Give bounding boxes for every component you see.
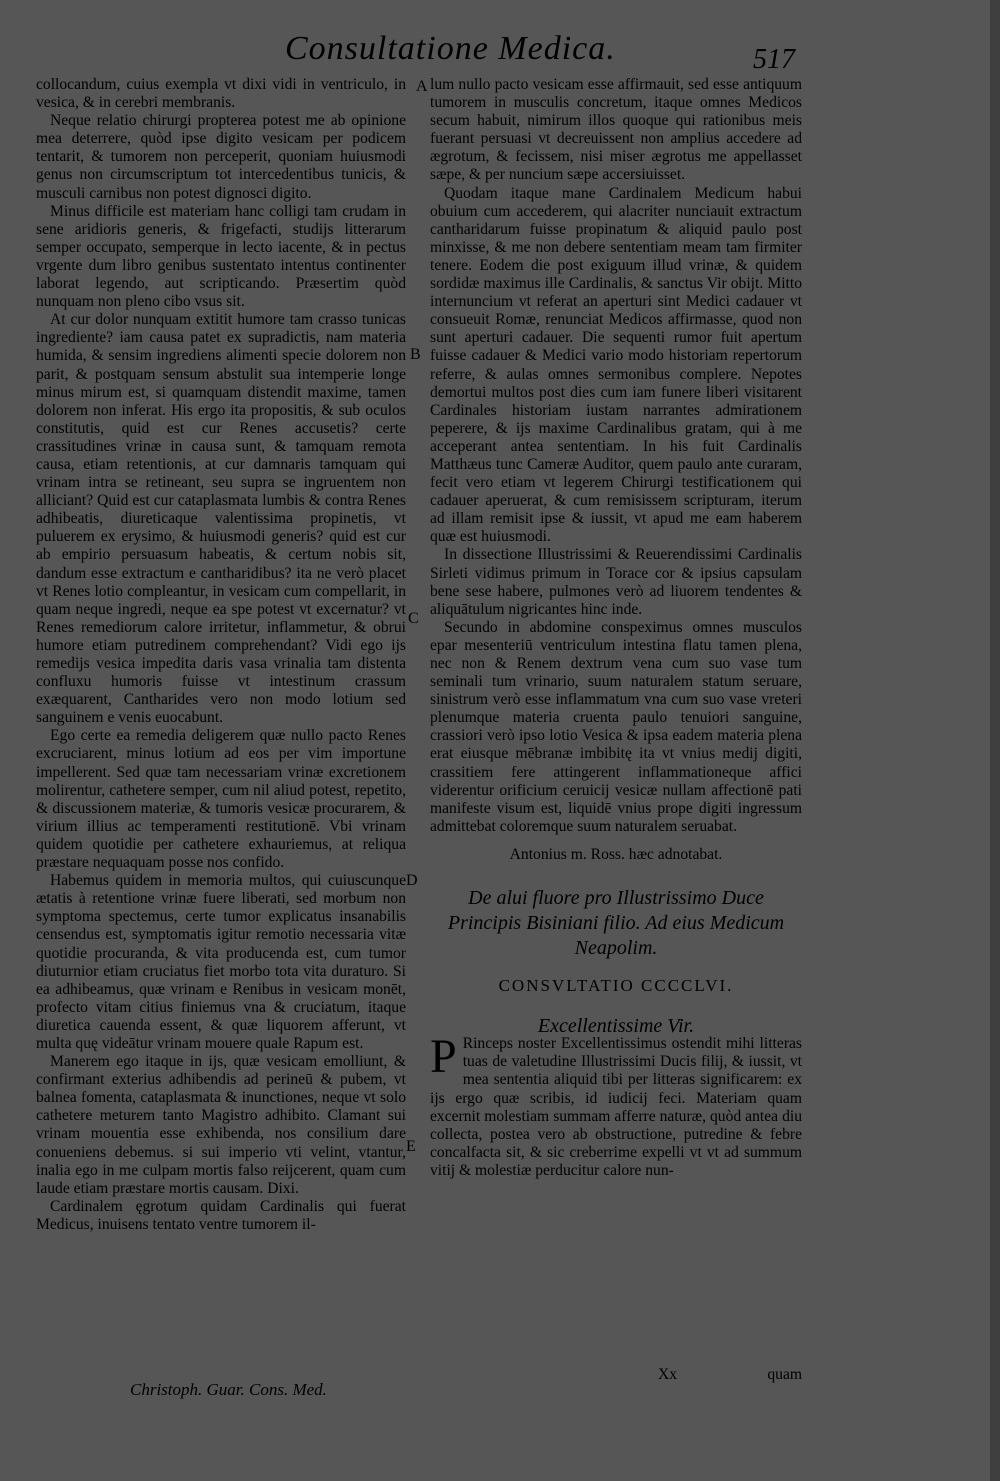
- paragraph: Manerem ego itaque in ijs, quæ vesicam emolliunt, & confirmant exterius adhibendis ad perineū & pubem, vt balnea fomenta, cataplasmata & inunctiones, neque vt solo cathetere meturem tanto Magistro adhibito. Clamant sui vrinam mouentia esse exhibenda, nos consilium dare conueniens debemus. si sui imperio vti velint, vtantur, inalia ego in me culpam mortis falso reijcerent, quam cum laude etiam præstare mortis causam. Dixi.: [36, 1053, 406, 1197]
- paragraph: Quodam itaque mane Cardinalem Medicum habui obuium cum accederem, qui alacriter nunciauit extractum cantharidarum fuisse propinatum & aliquid paulo post minxisse, & me non debere sententiam meam tam firmiter tenere. Eodem die post exiguum illud vrinæ, & quidem sordidæ maximus ille Cardinalis, & sanctus Vir obijt. Mitto internuncium vt referat an aperturi sint Medici cadauer vt consueuit Romæ, renunciat Medicos affirmasse, quod non sunt aperturi cadauer. Die sequenti rumor fuit apertum fuisse cadauer & Medici vario modo historiam repertorum referre, & aulas omnes sermonibus complere. Nepotes demortui multos post dies cum iam funere liberi visitarent Cardinales historiam iustam narrantes admirationem peperere, & ijs maxime Cardinalibus gratam, qui à me acceperant antea sententiam. In his fuit Cardinalis Matthæus tunc Cameræ Auditor, quem paulo ante curaram, fecit vero etiam vt legerem Chirurgi testificationem qui cadauer aperuerat, & cum remisissem scripturam, iterum ad illam remisit ipse & iussit, vt apud me eam haberem quæ est huiusmodi.: [430, 184, 802, 546]
- paragraph: collocandum, cuius exempla vt dixi vidi in ventriculo, in vesica, & in cerebri membranis.: [36, 76, 406, 112]
- drop-capital: P: [430, 1030, 457, 1084]
- paragraph: Cardinalem ęgrotum quidam Cardinalis qui fuerat Medicus, inuisens tentato ventre tumorem il-: [36, 1197, 406, 1233]
- margin-letter-d: D: [406, 872, 418, 889]
- paragraph: At cur dolor nunquam extitit humore tam crasso tunicas ingrediente? iam causa patet ex supradictis, nam materia humida, & sensim ingrediens alimenti specie dolorem non parit, & postquam sensum abstulit sua intemperie longe minus mirum est, si quamquam distendit maxime, tamen dolorem non inferat. His ergo ita propositis, & sub oculos constitutis, quid est cur Renes accusetis? certe crassitudines vrinæ in causa sunt, & tamquam remota causa, etiam retentionis, at cur damnaris tamquam qui vrinam intra se retineant, seu supra se ingruentem non alliciant? Quid est cur cataplasmata lumbis & contra Renes adhibeatis, diureticaque valentissima propinetis, vt puluerem ex erysimo, & huiusmodi generis? quid est cur ab empirio persuasum habeatis, & certum nobis sit, dandum esse extractum e cantharidibus? ita ne verò placet vt Renes lotio compleantur, in vesicam cum compellarit, in quam neque ingredi, neque ea spe potest vt excernatur? vt Renes remediorum calore irritetur, inflammetur, & obrui humore etiam putredinem comprehendant? Vidi ego ijs remedijs vesica impedita daris vasa vrinalia tam distenta confluxu humoris fuisse vt intestinum crassum exæquarent, Cantharides vero non modo lotium sed sanguinem e venis euocabunt.: [36, 311, 406, 727]
- page-header: [285, 30, 805, 75]
- paragraph: Secundo in abdomine conspeximus omnes musculos epar mesenteriū ventriculum intestina flatu tamen plena, nec non & Renem dextrum vena cum suo vase tum seminali tum vrinario, suum naturalem statum seruare, sinistrum verò esse inflammatum vna cum suo vase vreteri plenumque materia cruenta paulo tenuiori sanguine, crassiori verò ipso lotio Vesica & ipsa eadem materia plena erat eiusque mēbranæ imbibitę ita vt vnius medij digiti, crassitiem fere attingerent inflammationeque affici viderentur orificium ceruicij vesicæ nullam affectionē pati manifeste visum est, liquidē vnius prope digiti ingressum admittebat coloremque suum naturalem seruabat.: [430, 618, 802, 835]
- margin-letter-c: C: [408, 610, 419, 627]
- incipit-text: Rinceps noster Excellentissimus ostendit mihi litteras tuas de valetudine Illustrissimi Ducis filij, & iussit, vt mea sententia aliquid tibi per litteras significarem: ex ijs ergo quæ scribis, id iudicij feci. Materiam quam excernit molestiam summam afferre naturæ, quòd antea diu collecta, postea vero ab obstructione, putredine & febre concalfacta sit, & sic creberrime expelli vt vt ad summum vitij & molestiæ perducitur calore nun-: [430, 1035, 802, 1179]
- paragraph: Habemus quidem in memoria multos, qui cuiuscunque ætatis à retentione vrinæ fuere liberati, sed morbum non symptoma spectemus, certe tumor explicatus insanabilis censendus est, symptomatis igitur remotio necessaria vitæ quotidie procuranda, & vita producenda est, cum tumor diuturnior etiam cruciatus fiet morbo tota vita duraturo. Si ea adhibeamus, quæ vrinam e Renibus in vesicam monēt, profecto vitam citius finiemus vna & cruciatum, itaque diuretica cauenda essent, & quæ liquorem afferunt, vt multa quę videātur vrinam mouere quale Rapum est.: [36, 872, 406, 1052]
- left-column: [36, 76, 406, 1234]
- margin-letter-e: E: [406, 1138, 416, 1155]
- section-heading: De alui fluore pro Illustrissimo Duce Principis Bisiniani filio. Ad eius Medicum Neapolim.: [447, 887, 785, 960]
- dissection-signature: Antonius m. Ross. hæc adnotabat.: [509, 845, 723, 863]
- margin-letter-b: B: [410, 346, 421, 363]
- running-title: Consultatione Medica.: [285, 30, 616, 67]
- page-edge: [990, 0, 1000, 1481]
- salutation: Excellentissime Vir.: [537, 1015, 695, 1038]
- catchword: quam: [767, 1366, 802, 1383]
- paragraph: Ego certe ea remedia deligerem quæ nullo pacto Renes excruciarent, minus lotium ad eos per vim importune impellerent. Sed quæ tam necessariam vrinæ excretionem molirentur, cathetere semper, cum nil aliud potest, repetito, & discussionem materiæ, & tumoris vesicæ procurarem, & virium illius ac temperamenti restitutionē. Vbi vrinam quidem quotidie per cathetere exhauriemus, at reliqua præstare nequaquam posse nos confido.: [36, 727, 406, 872]
- right-column: [430, 76, 802, 1180]
- page-number: 517: [753, 44, 795, 75]
- paragraph: In dissectione Illustrissimi & Reuerendissimi Cardinalis Sirleti vidimus primum in Torace cor & ipsius capsulam bene sese habere, pulmones verò ad liuorem tendentes & aliquātulum nigricantes hinc inde.: [430, 546, 802, 618]
- paragraph: Neque relatio chirurgi propterea potest me ab opinione mea deterrere, quòd ipse digito vesicam per podicem tentarit, & tumorem non perceperit, quoniam huiusmodi genus non circumscriptum tot intercedentibus tunicis, & musculi carnibus non potest dignosci digito.: [36, 112, 406, 202]
- incipit-paragraph: [430, 1030, 802, 1180]
- paragraph: lum nullo pacto vesicam esse affirmauit, sed esse antiquum tumorem in musculis concretum, itaque omnes Medicos secum habuit, nimirum illos quoque qui rationibus meis fuerant persuasi vt decreuissent non amplius accedere ad ægrotum, & fecissem, nisi miser ægrotus me appellasset sæpe, & per nuncium sæpe accersiuisset.: [430, 76, 802, 184]
- margin-letter-a: A: [416, 78, 428, 95]
- signature-mark: Xx: [658, 1366, 678, 1383]
- paragraph: Minus difficile est materiam hanc colligi tam crudam in sene aridioris generis, & frigefacti, studijs litterarum semper occupato, semperque in lecto iacente, & in pectus vrgente dum libro genibus sustentato intentus continenter laborat legendo, aut scripticando. Præsertim quòd nunquam non pleno cibo vsus sit.: [36, 202, 406, 311]
- footer-attribution: Christoph. Guar. Cons. Med.: [130, 1380, 327, 1399]
- consultatio-number: CONSVLTATIO CCCCLVI.: [498, 976, 734, 996]
